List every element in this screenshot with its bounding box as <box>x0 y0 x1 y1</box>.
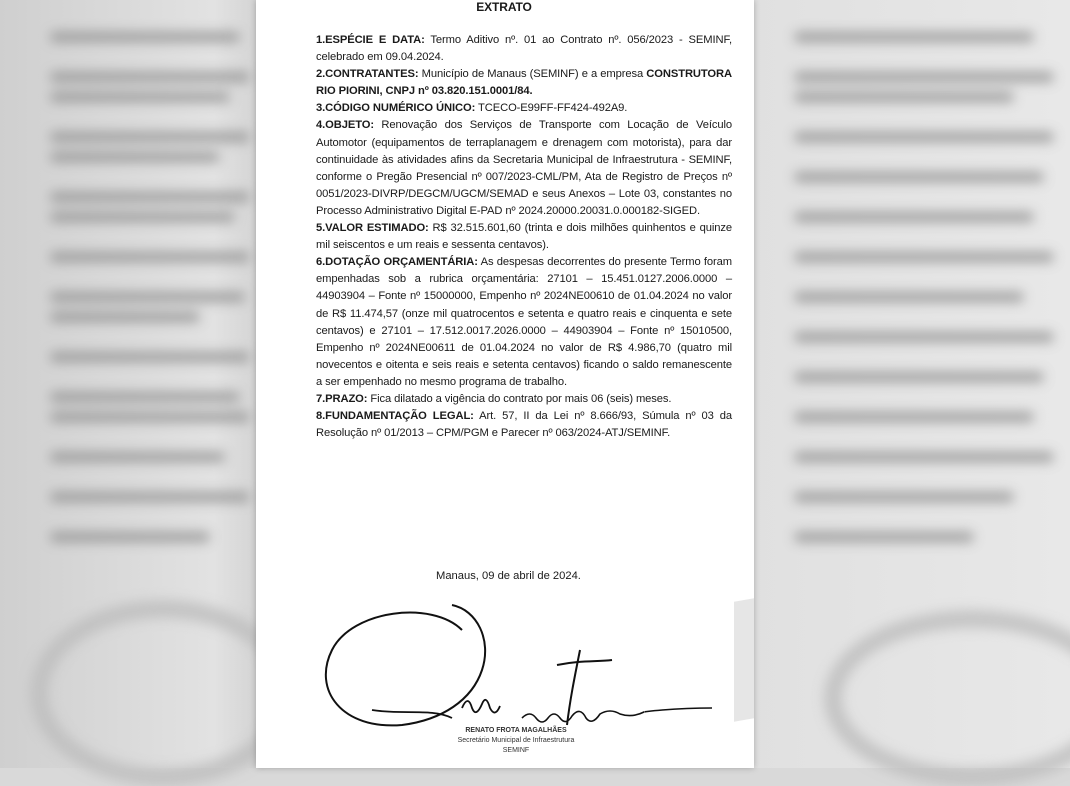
signatory-name: RENATO FROTA MAGALHÃES <box>465 727 567 734</box>
signatory-org: SEMINF <box>502 747 530 754</box>
date-line: Manaus, 09 de abril de 2024. <box>436 570 581 582</box>
clause-codigo-numerico: 3.CÓDIGO NUMÉRICO ÚNICO: TCECO-E99FF-FF424-492A9. <box>316 102 628 115</box>
clause-fundamentacao-legal: 8.FUNDAMENTAÇÃO LEGAL: Art. 57, II da Lei nº 8.666/93, Súmula nº 03 da Resolução nº 01/2013 – CPM/PGM e Parecer nº 063/2024-ATJ/SEMINF. <box>316 410 732 440</box>
document-body <box>316 0 732 442</box>
clause-prazo: 7.PRAZO: Fica dilatado a vigência do contrato por mais 06 (seis) meses. <box>316 392 672 405</box>
clause-especie-data: 1.ESPÉCIE E DATA: Termo Aditivo nº. 01 ao Contrato nº. 056/2023 - SEMINF, celebrado em 09.04.2024. <box>316 34 732 64</box>
clause-contratantes: 2.CONTRATANTES: Município de Manaus (SEMINF) e a empresa CONSTRUTORA RIO PIORINI, CNPJ nº 03.820.151.0001/84. <box>316 68 732 98</box>
document-title: EXTRATO <box>476 0 532 14</box>
blurred-right-copy <box>754 0 1070 768</box>
clause-objeto: 4.OBJETO: Renovação dos Serviços de Transporte com Locação de Veículo Automotor (equipamentos de terraplanagem e drenagem com motorista), para dar continuidade às atividades afins da Secretaria Municipal de Infraestrutura - SEMINF, conforme o Pregão Presencial nº 007/2023-CML/PM, Ata de Registro de Preços nº 0051/2023-DIVRP/DEGCM/UGCM/SEMAD e seus Anexos – Lote 03, constantes no Processo Administrativo Digital E-PAD nº 2024.20000.20031.0.000182-SIGED. <box>316 119 732 217</box>
clause-dotacao-orcamentaria: 6.DOTAÇÃO ORÇAMENTÁRIA: As despesas decorrentes do presente Termo foram empenhadas sob a rubrica orçamentária: 27101 – 15.451.0127.2006.0000 – 44903904 – Fonte nº 15000000, Empenho nº 2024NE00610 de 01.04.2024 no valor de R$ 11.474,57 (onze mil quatrocentos e setenta e quatro reais e cinquenta e sete centavos) e 27101 – 17.512.0017.2026.0000 – 44903904 – Fonte nº 15010500, Empenho nº 2024NE00611 de 01.04.2024 no valor de R$ 4.986,70 (quatro mil novecentos e oitenta e seis reais e setenta centavos) ficando o saldo remanescente a ser empenhado no mesmo programa de trabalho. <box>316 256 732 388</box>
clause-valor-estimado: 5.VALOR ESTIMADO: R$ 32.515.601,60 (trinta e dois milhões quinhentos e quinze mil seiscentos e um reais e sessenta centavos). <box>316 222 732 252</box>
signatory-role: Secretário Municipal de Infraestrutura <box>457 737 575 744</box>
watermark-shape <box>734 598 754 722</box>
document-page <box>256 0 754 768</box>
blurred-left-copy <box>0 0 256 768</box>
signatory-block <box>426 726 606 756</box>
handwritten-signature <box>312 590 732 740</box>
